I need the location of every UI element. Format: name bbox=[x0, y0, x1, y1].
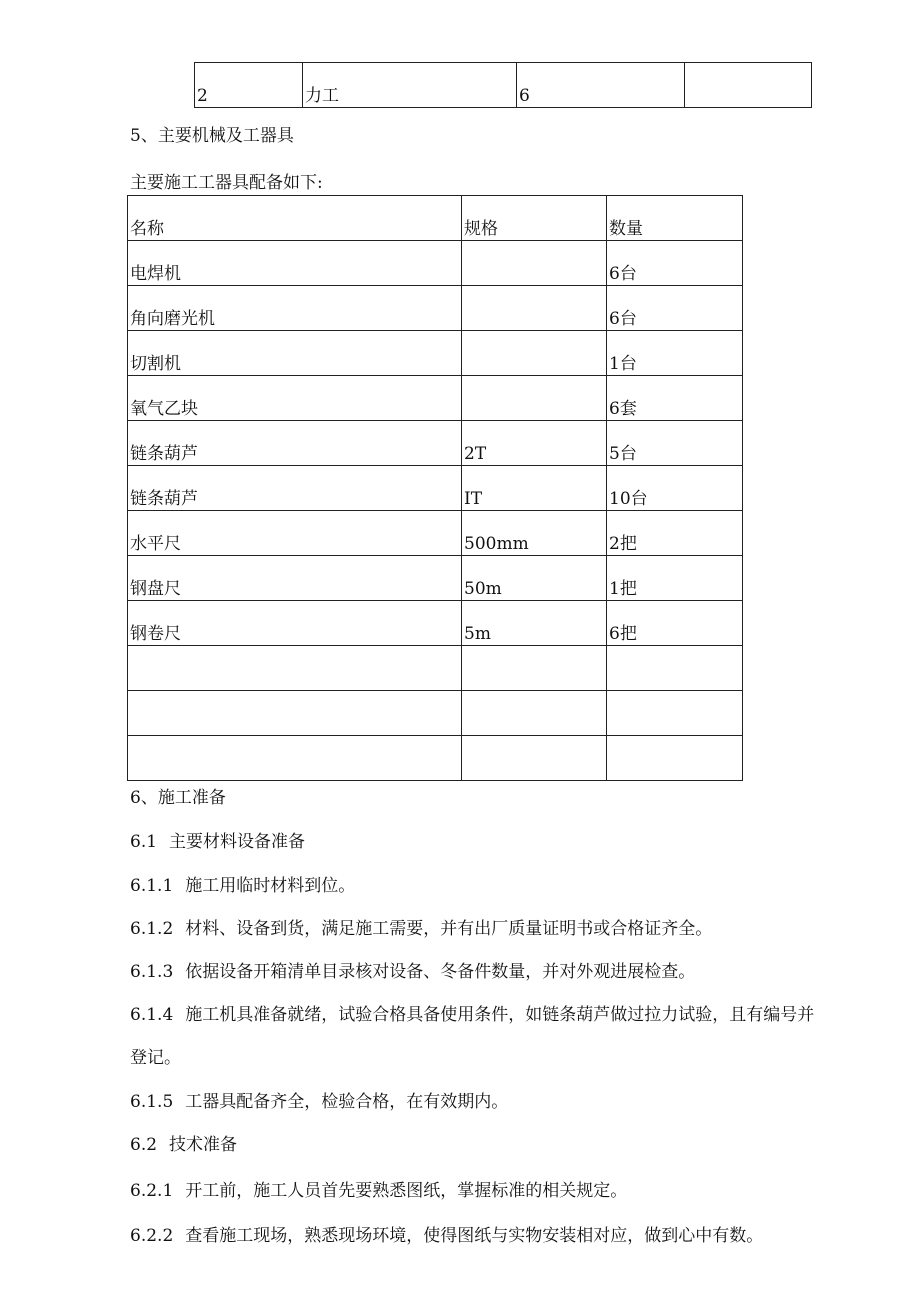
table-cell: 2把 bbox=[607, 511, 743, 556]
section-number: 6.2.2 bbox=[130, 1226, 174, 1246]
table-cell bbox=[462, 646, 607, 691]
table-cell bbox=[462, 286, 607, 331]
table-cell: 6把 bbox=[607, 601, 743, 646]
table-cell: 切割机 bbox=[128, 331, 462, 376]
column-header-spec: 规格 bbox=[462, 196, 607, 241]
section-text: 依据设备开箱清单目录核对设备、冬备件数量，并对外观进展检查。 bbox=[185, 962, 696, 982]
table-cell bbox=[607, 691, 743, 736]
table-row bbox=[128, 691, 743, 736]
section-text: 技术准备 bbox=[169, 1135, 238, 1155]
table-row bbox=[128, 556, 743, 601]
section-6-2-2 bbox=[130, 1225, 763, 1247]
section-text: 工器具配备齐全，检验合格，在有效期内。 bbox=[185, 1092, 509, 1112]
table-cell: 6套 bbox=[607, 376, 743, 421]
table-cell bbox=[685, 63, 812, 108]
table-cell: 5台 bbox=[607, 421, 743, 466]
section-text: 主要材料设备准备 bbox=[169, 832, 306, 852]
table-cell bbox=[462, 691, 607, 736]
tools-table bbox=[127, 195, 743, 781]
table-cell: 1把 bbox=[607, 556, 743, 601]
section-text: 施工机具准备就绪，试验合格具备使用条件，如链条葫芦做过拉力试验，且有编号并 bbox=[185, 1005, 815, 1025]
table-cell: 链条葫芦 bbox=[128, 466, 462, 511]
table-cell: 链条葫芦 bbox=[128, 421, 462, 466]
table-row bbox=[128, 511, 743, 556]
table-row bbox=[128, 286, 743, 331]
table-row bbox=[128, 421, 743, 466]
section-number: 6.1.4 bbox=[130, 1005, 174, 1025]
table-cell: 氧气乙块 bbox=[128, 376, 462, 421]
column-header-name: 名称 bbox=[128, 196, 462, 241]
table-row bbox=[128, 736, 743, 781]
table-row bbox=[195, 63, 812, 108]
section-6-1 bbox=[130, 831, 305, 853]
column-header-quantity: 数量 bbox=[607, 196, 743, 241]
section-6-1-4 bbox=[130, 1004, 814, 1026]
section-number: 6.2.1 bbox=[130, 1181, 174, 1201]
table-cell: 力工 bbox=[303, 63, 517, 108]
table-cell: 水平尺 bbox=[128, 511, 462, 556]
section-number: 6.1.3 bbox=[130, 962, 174, 982]
table-cell: 6台 bbox=[607, 286, 743, 331]
table-cell: 2 bbox=[195, 63, 303, 108]
table-cell: 500mm bbox=[462, 511, 607, 556]
table-cell: 6台 bbox=[607, 241, 743, 286]
section-text: 施工用临时材料到位。 bbox=[185, 876, 356, 896]
staffing-table bbox=[194, 62, 812, 108]
table-cell bbox=[462, 241, 607, 286]
table-cell: 1台 bbox=[607, 331, 743, 376]
table-header-row bbox=[128, 196, 743, 241]
table-cell bbox=[128, 646, 462, 691]
section-6-heading: 6、施工准备 bbox=[130, 788, 226, 808]
table-cell: 2T bbox=[462, 421, 607, 466]
section-5-heading: 5、主要机械及工器具 bbox=[130, 126, 294, 146]
section-text: 开工前，施工人员首先要熟悉图纸，掌握标准的相关规定。 bbox=[185, 1181, 628, 1201]
table-cell: 钢盘尺 bbox=[128, 556, 462, 601]
table-cell: 角向磨光机 bbox=[128, 286, 462, 331]
section-number: 6.2 bbox=[130, 1135, 158, 1155]
table-cell bbox=[462, 376, 607, 421]
section-6-1-5 bbox=[130, 1091, 508, 1113]
section-number: 6.1.1 bbox=[130, 876, 174, 896]
section-6-1-3 bbox=[130, 961, 695, 983]
table-cell: IT bbox=[462, 466, 607, 511]
table-cell bbox=[607, 736, 743, 781]
section-text: 材料、设备到货，满足施工需要，并有出厂质量证明书或合格证齐全。 bbox=[185, 919, 713, 939]
table-row bbox=[128, 601, 743, 646]
table-row bbox=[128, 331, 743, 376]
table-cell bbox=[128, 691, 462, 736]
section-6-1-1 bbox=[130, 875, 355, 897]
section-number: 6.1.2 bbox=[130, 919, 174, 939]
table-cell: 钢卷尺 bbox=[128, 601, 462, 646]
table-cell: 5m bbox=[462, 601, 607, 646]
table-row bbox=[128, 466, 743, 511]
table-row bbox=[128, 646, 743, 691]
section-text: 查看施工现场，熟悉现场环境，使得图纸与实物安装相对应，做到心中有数。 bbox=[185, 1226, 764, 1246]
section-6-1-2 bbox=[130, 918, 712, 940]
section-number: 6.1.5 bbox=[130, 1092, 174, 1112]
section-number: 6.1 bbox=[130, 832, 158, 852]
table-cell bbox=[607, 646, 743, 691]
table-cell: 50m bbox=[462, 556, 607, 601]
table-cell bbox=[462, 331, 607, 376]
tools-intro: 主要施工工器具配备如下: bbox=[130, 173, 323, 193]
section-6-2 bbox=[130, 1134, 237, 1156]
table-row bbox=[128, 241, 743, 286]
table-cell bbox=[462, 736, 607, 781]
table-row bbox=[128, 376, 743, 421]
section-6-1-4-continuation: 登记。 bbox=[130, 1048, 181, 1068]
table-cell: 6 bbox=[517, 63, 685, 108]
table-cell bbox=[128, 736, 462, 781]
table-cell: 10台 bbox=[607, 466, 743, 511]
section-6-2-1 bbox=[130, 1180, 627, 1202]
table-cell: 电焊机 bbox=[128, 241, 462, 286]
